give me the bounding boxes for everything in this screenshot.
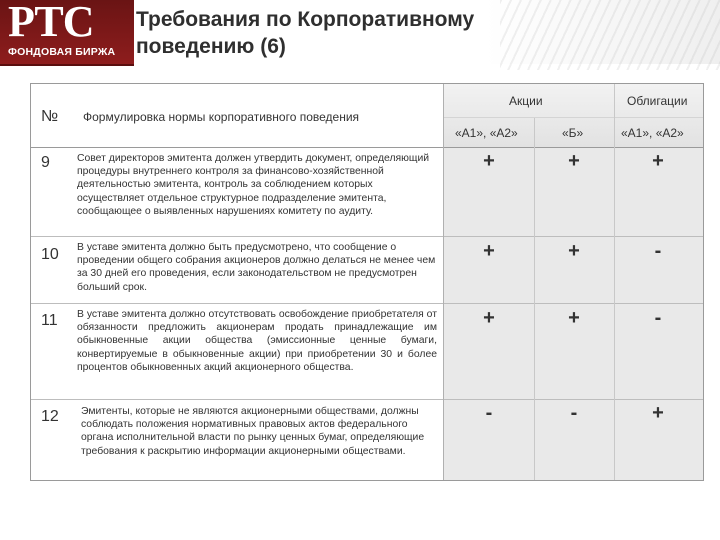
row-text: В уставе эмитента должно быть предусмотрено, что сообщение о проведении общего собрания акционеров должно делаться не менее чем за 30 дней его проведения, если законодательством не предусмотрен больший срок. <box>77 242 436 293</box>
header-bonds-a1a2: «А1», «А2» <box>621 126 684 140</box>
row-number: 9 <box>41 154 50 171</box>
row-shares-b-mark: + <box>568 240 580 262</box>
table-row <box>31 400 703 480</box>
header-shares-a1a2: «А1», «А2» <box>455 126 518 140</box>
row-text: Эмитенты, которые не являются акционерными обществами, должны соблюдать положения нормативных правовых актов федерального органа исполнительной власти по рынку ценных бумаг, определяющие требования к раскрытию информации акционерными обществами. <box>81 406 425 457</box>
subheader-divider <box>443 117 703 118</box>
row-shares-a1a2-mark: + <box>483 240 495 262</box>
row-text: Совет директоров эмитента должен утвердить документ, определяющий процедуры внутреннего контроля за финансово-хозяйственной деятельностью эмитента, контроль за соблюдением которых осуществляет отдельное структурное подразделение эмитента, сообщающее о выявленных нарушениях комитету по аудиту. <box>77 153 430 217</box>
row-bonds-mark: - <box>654 307 662 329</box>
row-number: 10 <box>41 246 59 263</box>
row-bonds-mark: + <box>652 402 664 424</box>
row-number: 11 <box>41 312 58 329</box>
row-shares-b-mark: - <box>570 402 578 424</box>
row-text: В уставе эмитента должно отсутствовать освобождение приобретателя от обязанности предложить акционерам продать принадлежащие им обыкновенные акции общества (эмиссионные ценные бумаги, конвертируемые в обыкновенные акции) при приобретении 30 и более процентов обыкновенных акций акционерного общества. <box>77 309 437 373</box>
header-number: № <box>41 108 59 125</box>
row-number: 12 <box>41 408 59 425</box>
header-shares-b: «Б» <box>562 126 584 140</box>
logo-brand: РТС <box>8 0 94 46</box>
row-bonds-mark: - <box>654 240 662 262</box>
page-title <box>136 6 566 60</box>
header-shares: Акции <box>509 94 543 108</box>
row-shares-b-mark: + <box>568 307 580 329</box>
row-shares-a1a2-mark: - <box>485 402 493 424</box>
table-row <box>31 148 703 236</box>
logo-subtitle: ФОНДОВАЯ БИРЖА <box>8 46 116 58</box>
table-row <box>31 304 703 399</box>
row-shares-b-mark: + <box>568 150 580 172</box>
header-bonds: Облигации <box>627 94 688 108</box>
page-title-line1: Требования по Корпоративному <box>136 8 475 31</box>
page-title-line2: поведению (6) <box>136 35 286 58</box>
row-bonds-mark: + <box>652 150 664 172</box>
table-row <box>31 237 703 303</box>
row-shares-a1a2-mark: + <box>483 307 495 329</box>
header-norm-text: Формулировка нормы корпоративного поведения <box>83 110 360 124</box>
requirements-table <box>30 83 704 481</box>
logo <box>0 0 134 66</box>
row-shares-a1a2-mark: + <box>483 150 495 172</box>
